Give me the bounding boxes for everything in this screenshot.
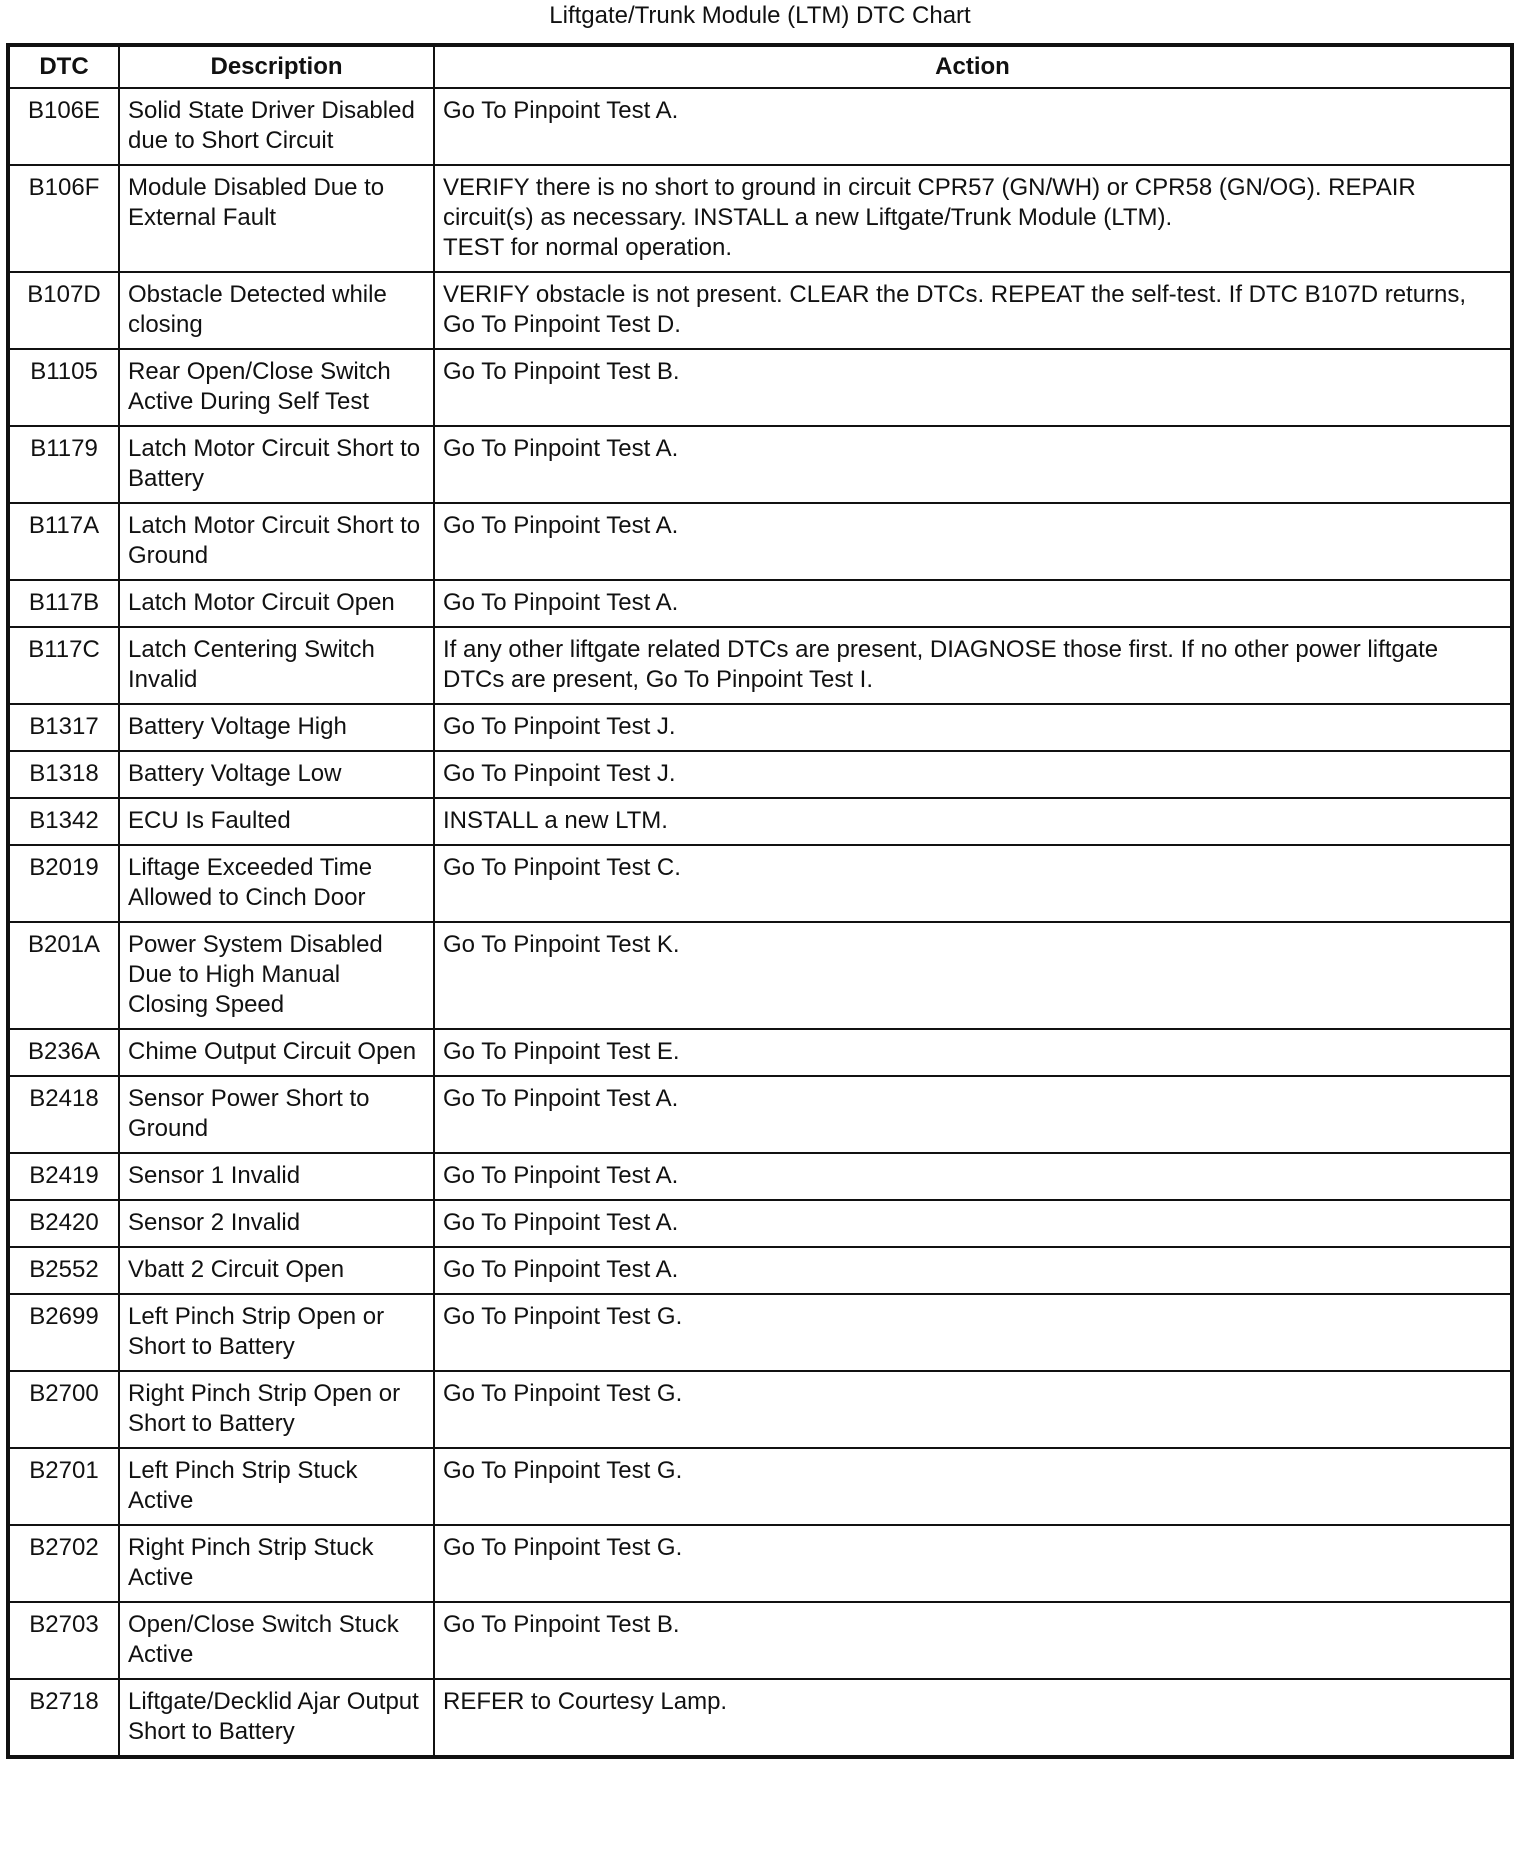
table-row xyxy=(8,580,1512,627)
table-row xyxy=(8,1076,1512,1153)
table-row xyxy=(8,349,1512,426)
table-row xyxy=(8,922,1512,1029)
table-row xyxy=(8,426,1512,503)
action-cell xyxy=(434,627,1512,704)
dtc-code-cell: B236A xyxy=(8,1029,119,1076)
dtc-code-cell: B1105 xyxy=(8,349,119,426)
description-cell: Vbatt 2 Circuit Open xyxy=(119,1247,434,1294)
action-text: Go To Pinpoint Test B. xyxy=(443,1611,680,1638)
dtc-code-cell: B2419 xyxy=(8,1153,119,1200)
action-cell xyxy=(434,88,1512,165)
action-cell xyxy=(434,503,1512,580)
dtc-code-cell: B2420 xyxy=(8,1200,119,1247)
description-cell: Obstacle Detected while closing xyxy=(119,272,434,349)
dtc-code-cell: B2718 xyxy=(8,1679,119,1757)
action-text: TEST for normal operation. xyxy=(443,234,733,261)
action-text: Go To Pinpoint Test A. xyxy=(443,1162,679,1189)
action-cell xyxy=(434,1679,1512,1757)
table-row xyxy=(8,88,1512,165)
action-cell xyxy=(434,1525,1512,1602)
table-body xyxy=(8,88,1512,1757)
action-text: Go To Pinpoint Test G. xyxy=(443,1534,683,1561)
description-cell: Sensor 1 Invalid xyxy=(119,1153,434,1200)
action-cell xyxy=(434,1448,1512,1525)
table-row xyxy=(8,1371,1512,1448)
action-cell xyxy=(434,1294,1512,1371)
action-cell xyxy=(434,1076,1512,1153)
action-text: Go To Pinpoint Test B. xyxy=(443,358,680,385)
description-cell: Latch Motor Circuit Open xyxy=(119,580,434,627)
table-row xyxy=(8,1679,1512,1757)
dtc-code-cell: B201A xyxy=(8,922,119,1029)
dtc-code-cell: B2701 xyxy=(8,1448,119,1525)
action-text: If any other liftgate related DTCs are present, DIAGNOSE those first. If no other power liftgate DTCs are present, Go To Pinpoint Test I. xyxy=(443,636,1439,693)
dtc-code-cell: B117A xyxy=(8,503,119,580)
action-cell xyxy=(434,798,1512,845)
table-row xyxy=(8,1153,1512,1200)
action-cell xyxy=(434,1029,1512,1076)
action-cell xyxy=(434,1153,1512,1200)
description-cell: Right Pinch Strip Open or Short to Battery xyxy=(119,1371,434,1448)
document-title: Liftgate/Trunk Module (LTM) DTC Chart xyxy=(549,2,971,29)
description-cell: Latch Motor Circuit Short to Ground xyxy=(119,503,434,580)
header-dtc: DTC xyxy=(8,45,119,88)
action-text: Go To Pinpoint Test J. xyxy=(443,760,676,787)
dtc-chart-table xyxy=(6,43,1514,1759)
description-cell: ECU Is Faulted xyxy=(119,798,434,845)
table-header-row xyxy=(8,45,1512,88)
dtc-code-cell: B1318 xyxy=(8,751,119,798)
table-row xyxy=(8,165,1512,272)
dtc-code-cell: B1317 xyxy=(8,704,119,751)
action-text: Go To Pinpoint Test A. xyxy=(443,435,679,462)
table-row xyxy=(8,1029,1512,1076)
description-cell: Battery Voltage High xyxy=(119,704,434,751)
table-row xyxy=(8,1294,1512,1371)
description-cell: Sensor 2 Invalid xyxy=(119,1200,434,1247)
table-row xyxy=(8,1200,1512,1247)
table-row xyxy=(8,704,1512,751)
action-text: Go To Pinpoint Test G. xyxy=(443,1303,683,1330)
action-cell xyxy=(434,1371,1512,1448)
action-text: VERIFY obstacle is not present. CLEAR the DTCs. REPEAT the self-test. If DTC B107D returns, Go To Pinpoint Test D. xyxy=(443,281,1467,338)
description-cell: Left Pinch Strip Stuck Active xyxy=(119,1448,434,1525)
dtc-code-cell: B2700 xyxy=(8,1371,119,1448)
table-row xyxy=(8,1602,1512,1679)
table-row xyxy=(8,272,1512,349)
action-cell xyxy=(434,751,1512,798)
action-text: REFER to Courtesy Lamp. xyxy=(443,1688,728,1715)
description-cell: Power System Disabled Due to High Manual Closing Speed xyxy=(119,922,434,1029)
action-text: VERIFY there is no short to ground in circuit CPR57 (GN/WH) or CPR58 (GN/OG). REPAIR circuit(s) as necessary. INSTALL a new Liftgate/Trunk Module (LTM). xyxy=(443,174,1416,231)
action-cell xyxy=(434,1602,1512,1679)
action-cell xyxy=(434,1200,1512,1247)
action-text: Go To Pinpoint Test A. xyxy=(443,97,679,124)
action-cell xyxy=(434,580,1512,627)
description-cell: Battery Voltage Low xyxy=(119,751,434,798)
action-cell xyxy=(434,165,1512,272)
description-cell: Left Pinch Strip Open or Short to Battery xyxy=(119,1294,434,1371)
action-text: INSTALL a new LTM. xyxy=(443,807,668,834)
dtc-code-cell: B2019 xyxy=(8,845,119,922)
table-row xyxy=(8,751,1512,798)
action-text: Go To Pinpoint Test A. xyxy=(443,512,679,539)
header-description: Description xyxy=(119,45,434,88)
description-cell: Solid State Driver Disabled due to Short Circuit xyxy=(119,88,434,165)
dtc-code-cell: B117B xyxy=(8,580,119,627)
table-row xyxy=(8,798,1512,845)
action-text: Go To Pinpoint Test A. xyxy=(443,589,679,616)
dtc-code-cell: B107D xyxy=(8,272,119,349)
table-row xyxy=(8,1247,1512,1294)
action-text: Go To Pinpoint Test A. xyxy=(443,1085,679,1112)
dtc-code-cell: B2699 xyxy=(8,1294,119,1371)
dtc-code-cell: B106F xyxy=(8,165,119,272)
dtc-code-cell: B106E xyxy=(8,88,119,165)
action-text: Go To Pinpoint Test G. xyxy=(443,1380,683,1407)
table-row xyxy=(8,627,1512,704)
description-cell: Latch Motor Circuit Short to Battery xyxy=(119,426,434,503)
description-cell: Rear Open/Close Switch Active During Self Test xyxy=(119,349,434,426)
action-text: Go To Pinpoint Test K. xyxy=(443,931,680,958)
dtc-code-cell: B1179 xyxy=(8,426,119,503)
description-cell: Open/Close Switch Stuck Active xyxy=(119,1602,434,1679)
description-cell: Sensor Power Short to Ground xyxy=(119,1076,434,1153)
action-cell xyxy=(434,922,1512,1029)
dtc-code-cell: B2703 xyxy=(8,1602,119,1679)
action-text: Go To Pinpoint Test A. xyxy=(443,1256,679,1283)
description-cell: Liftgate/Decklid Ajar Output Short to Battery xyxy=(119,1679,434,1757)
table-row xyxy=(8,845,1512,922)
dtc-code-cell: B117C xyxy=(8,627,119,704)
table-row xyxy=(8,1525,1512,1602)
description-cell: Latch Centering Switch Invalid xyxy=(119,627,434,704)
action-text: Go To Pinpoint Test E. xyxy=(443,1038,680,1065)
dtc-code-cell: B2702 xyxy=(8,1525,119,1602)
dtc-code-cell: B1342 xyxy=(8,798,119,845)
action-text: Go To Pinpoint Test C. xyxy=(443,854,681,881)
table-row xyxy=(8,503,1512,580)
action-text: Go To Pinpoint Test J. xyxy=(443,713,676,740)
action-cell xyxy=(434,349,1512,426)
description-cell: Right Pinch Strip Stuck Active xyxy=(119,1525,434,1602)
table-row xyxy=(8,1448,1512,1525)
action-cell xyxy=(434,426,1512,503)
header-action: Action xyxy=(434,45,1512,88)
action-cell xyxy=(434,845,1512,922)
description-cell: Liftage Exceeded Time Allowed to Cinch Door xyxy=(119,845,434,922)
action-text: Go To Pinpoint Test A. xyxy=(443,1209,679,1236)
dtc-code-cell: B2418 xyxy=(8,1076,119,1153)
action-text: Go To Pinpoint Test G. xyxy=(443,1457,683,1484)
action-cell xyxy=(434,704,1512,751)
dtc-code-cell: B2552 xyxy=(8,1247,119,1294)
action-cell xyxy=(434,272,1512,349)
action-cell xyxy=(434,1247,1512,1294)
description-cell: Chime Output Circuit Open xyxy=(119,1029,434,1076)
description-cell: Module Disabled Due to External Fault xyxy=(119,165,434,272)
